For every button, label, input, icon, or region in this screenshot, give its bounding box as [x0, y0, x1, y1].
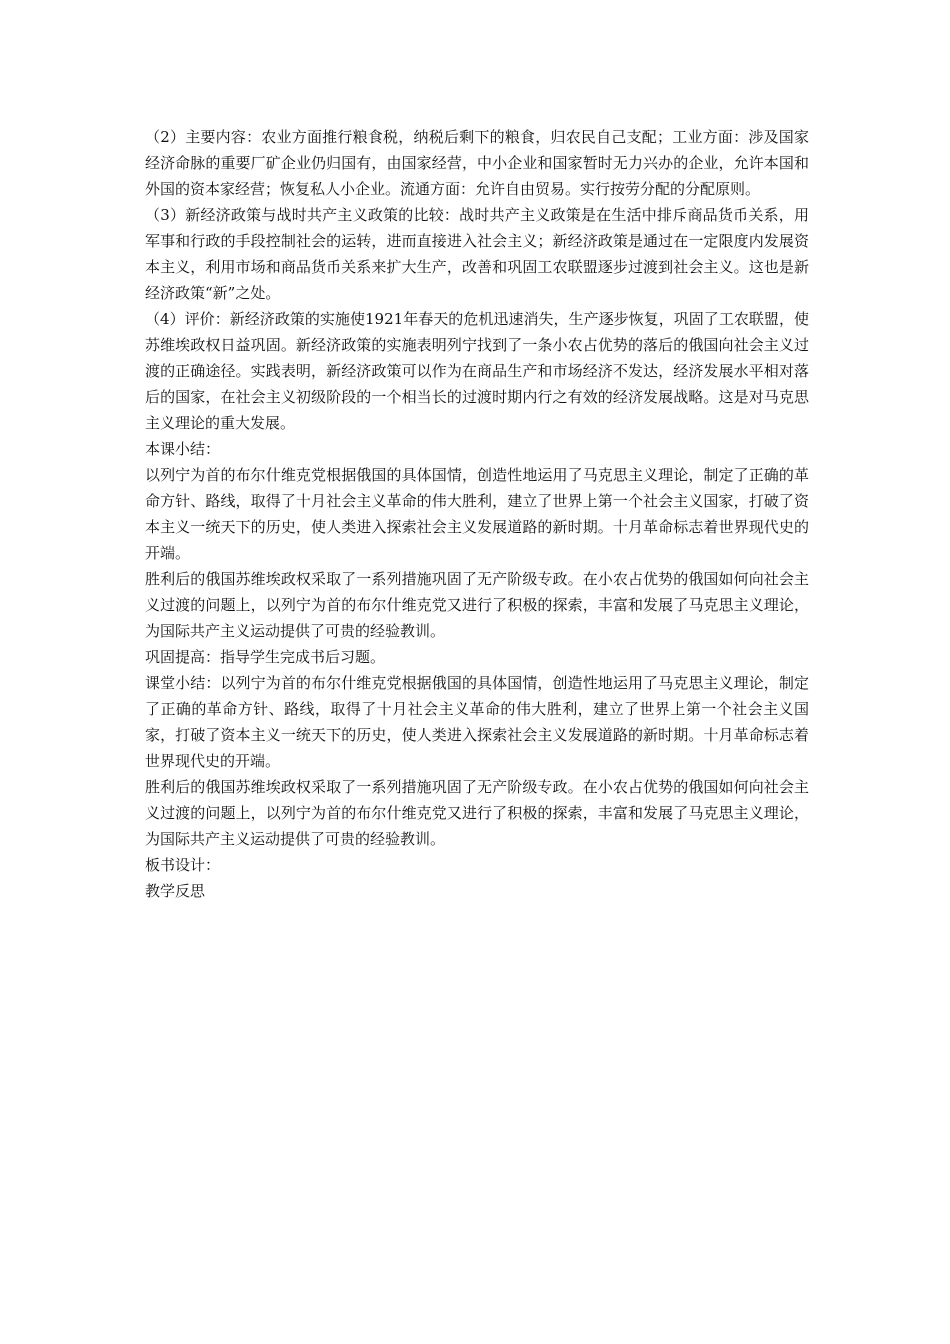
lesson-summary-paragraph-1: 以列宁为首的布尔什维克党根据俄国的具体国情，创造性地运用了马克思主义理论，制定了正确的革命方针、路线，取得了十月社会主义革命的伟大胜利，建立了世界上第一个社会主义国家，打破了资本主义一统天下的历史，使人类进入探索社会主义发展道路的新时期。十月革命标志着世界现代史的开端。 [145, 466, 809, 562]
content-paragraph-evaluation: （4）评价：新经济政策的实施使1921年春天的危机迅速消失，生产逐步恢复，巩固了工农联盟，使苏维埃政权日益巩固。新经济政策的实施表明列宁找到了一条小农占优势的落后的俄国向社会主义过渡的正确途径。实践表明，新经济政策可以作为在商品生产和市场经济不发达，经济发展水平相对落后的国家，在社会主义初级阶段的一个相当长的过渡时期内行之有效的经济发展战略。这是对马克思主义理论的重大发展。 [145, 310, 809, 432]
lesson-summary-heading: 本课小结： [145, 440, 221, 458]
lesson-summary-paragraph-2: 胜利后的俄国苏维埃政权采取了一系列措施巩固了无产阶级专政。在小农占优势的俄国如何向社会主义过渡的问题上，以列宁为首的布尔什维克党又进行了积极的探索，丰富和发展了马克思主义理论，为国际共产主义运动提供了可贵的经验教训。 [145, 570, 809, 640]
teaching-reflection-heading: 教学反思 [145, 882, 206, 900]
class-summary-paragraph-2: 胜利后的俄国苏维埃政权采取了一系列措施巩固了无产阶级专政。在小农占优势的俄国如何向社会主义过渡的问题上，以列宁为首的布尔什维克党又进行了积极的探索，丰富和发展了马克思主义理论，为国际共产主义运动提供了可贵的经验教训。 [145, 778, 809, 848]
class-summary-paragraph-1: 课堂小结：以列宁为首的布尔什维克党根据俄国的具体国情，创造性地运用了马克思主义理论，制定了正确的革命方针、路线，取得了十月社会主义革命的伟大胜利，建立了世界上第一个社会主义国家，打破了资本主义一统天下的历史，使人类进入探索社会主义发展道路的新时期。十月革命标志着世界现代史的开端。 [145, 674, 809, 770]
content-paragraph-comparison: （3）新经济政策与战时共产主义政策的比较：战时共产主义政策是在生活中排斥商品货币关系，用军事和行政的手段控制社会的运转，进而直接进入社会主义；新经济政策是通过在一定限度内发展资本主义，利用市场和商品货币关系来扩大生产，改善和巩固工农联盟逐步过渡到社会主义。这也是新经济政策“新”之处。 [145, 206, 809, 302]
content-paragraph-main-points: （2）主要内容：农业方面推行粮食税，纳税后剩下的粮食，归农民自己支配；工业方面：涉及国家经济命脉的重要厂矿企业仍归国有，由国家经营，中小企业和国家暂时无力兴办的企业，允许本国和外国的资本家经营；恢复私人小企业。流通方面：允许自由贸易。实行按劳分配的分配原则。 [145, 128, 809, 198]
consolidate-line: 巩固提高：指导学生完成书后习题。 [145, 648, 386, 666]
document-body [145, 124, 809, 904]
board-design-heading: 板书设计： [145, 856, 221, 874]
